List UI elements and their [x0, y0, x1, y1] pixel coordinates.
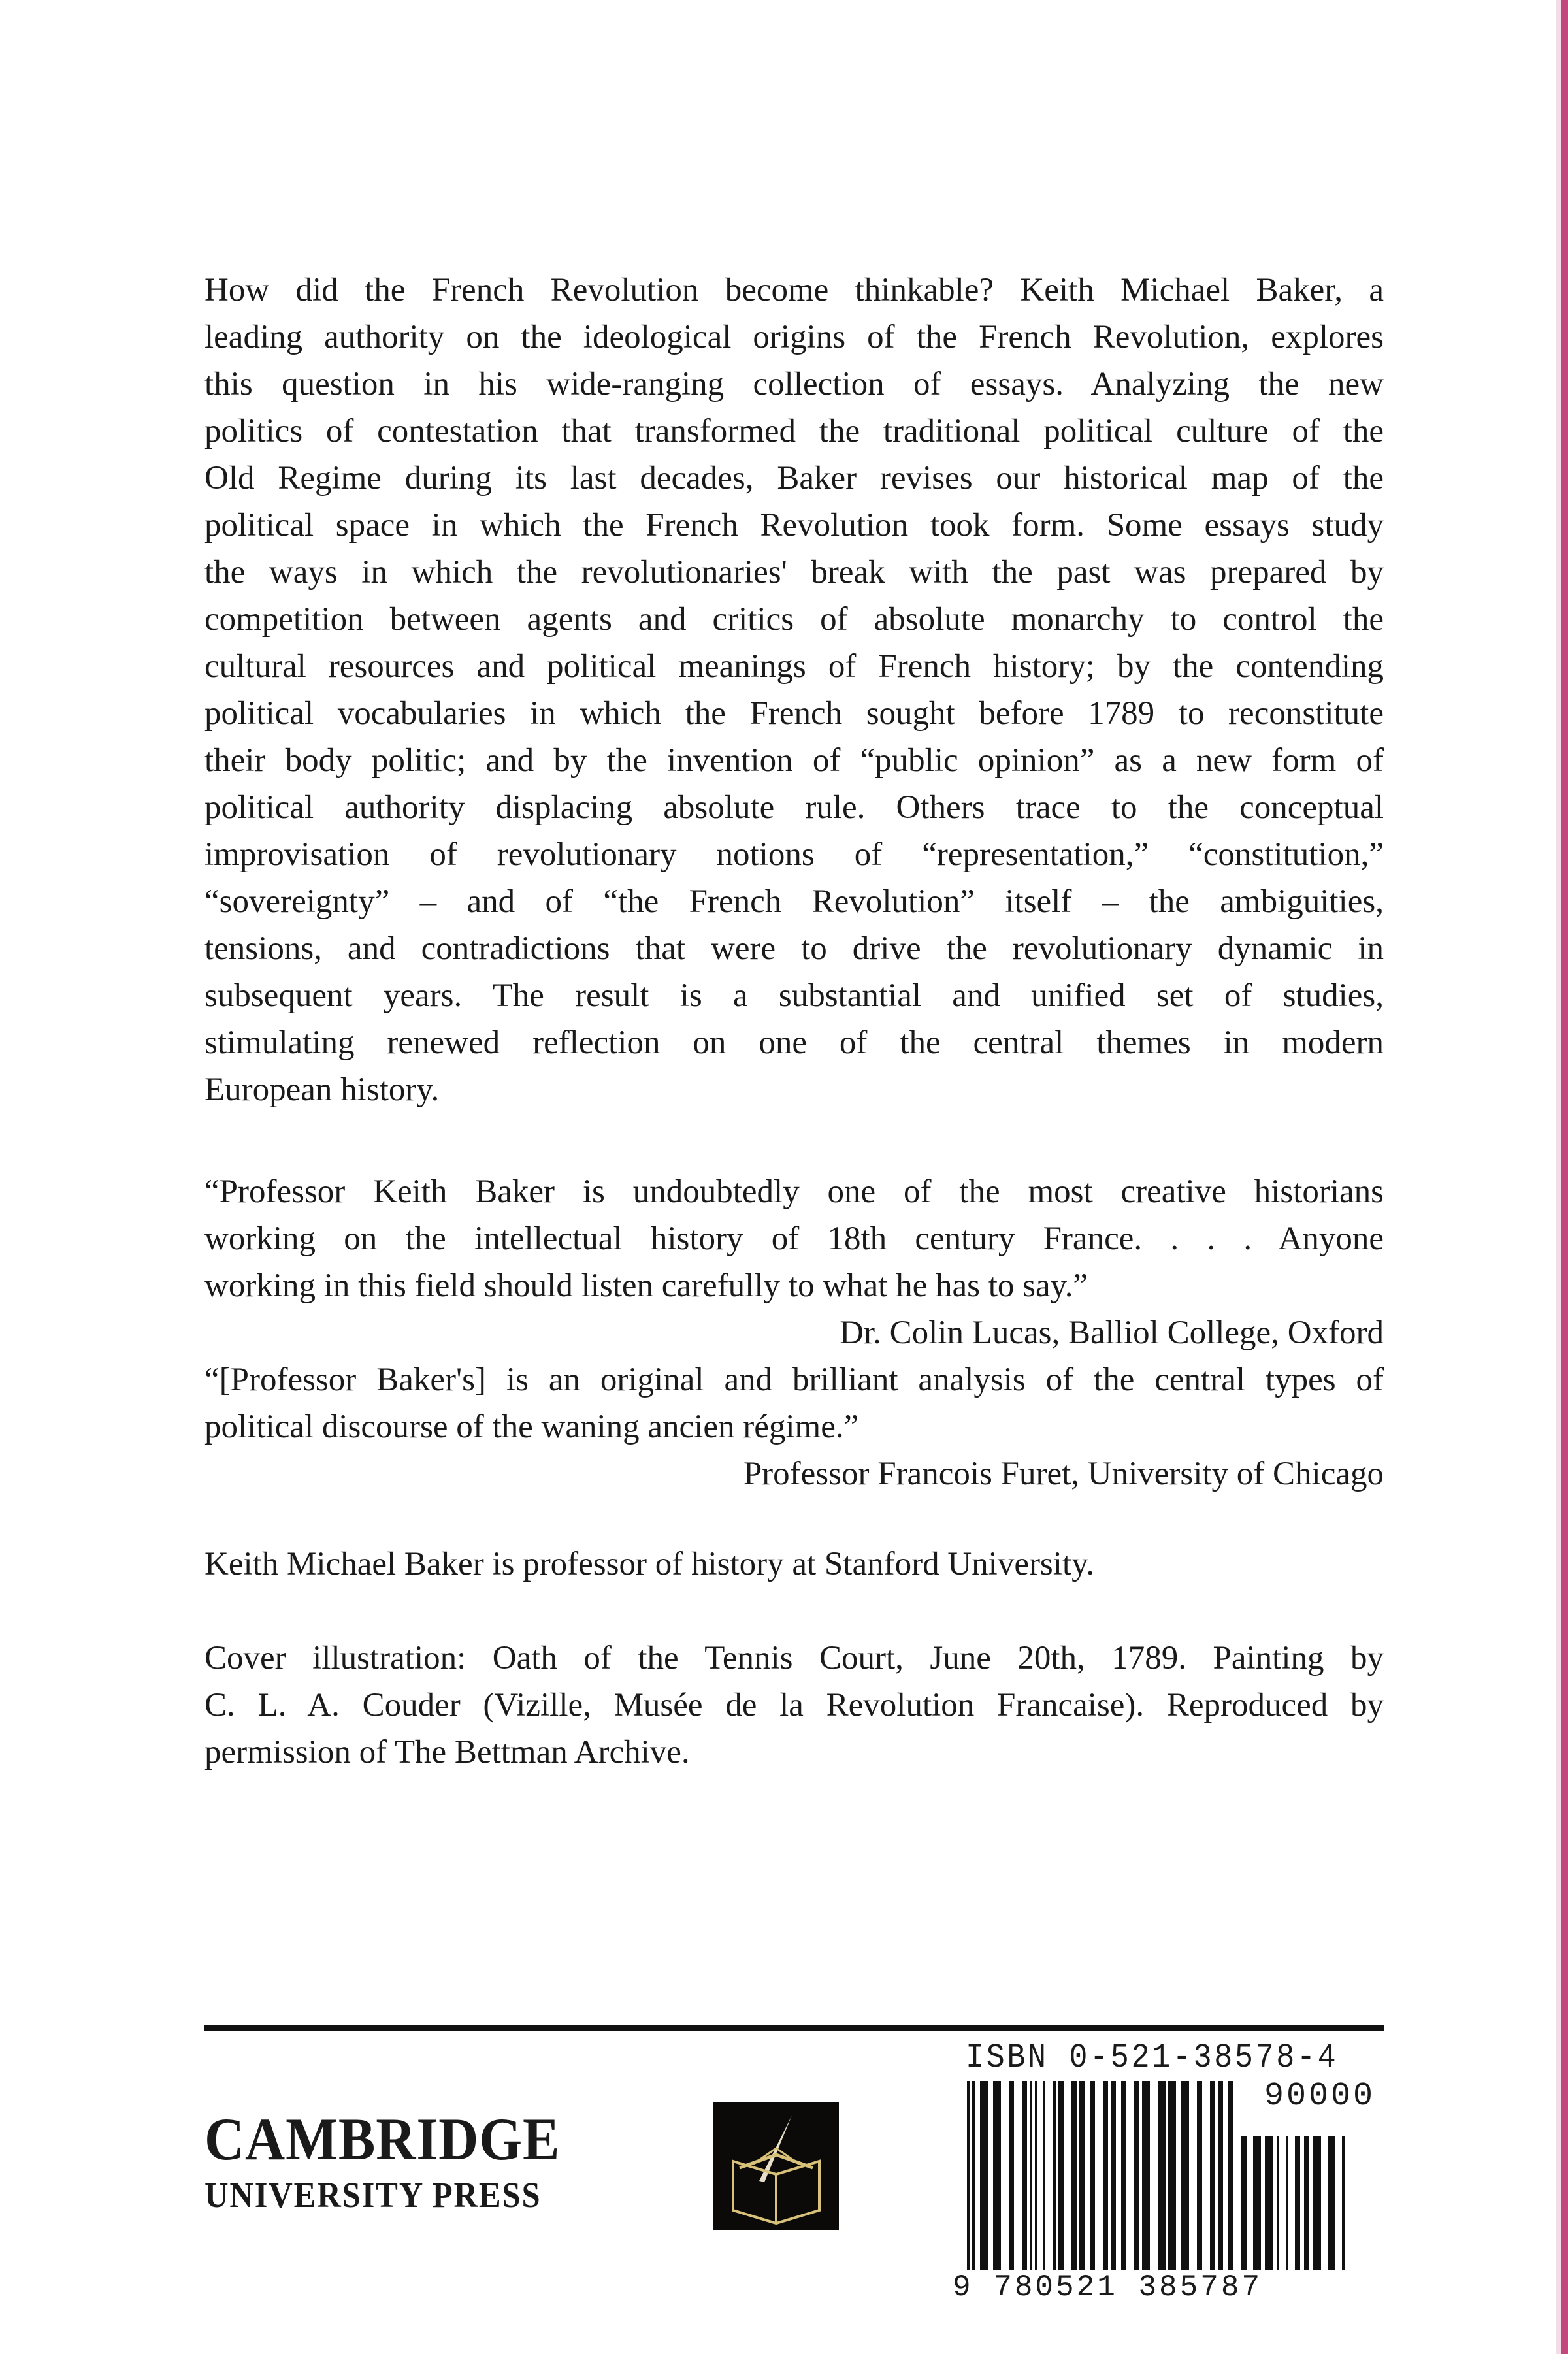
publisher-book-quill-icon	[713, 2102, 839, 2230]
quote2-line: “[Professor Baker's] is an original and brilliant analysis of the central types of	[204, 1362, 1384, 1398]
barcode-bar	[1058, 2081, 1064, 2270]
barcode-bar	[1328, 2136, 1335, 2270]
attribution-furet: Professor Francois Furet, University of Chicago	[743, 1456, 1384, 1492]
barcode-bar	[1210, 2081, 1215, 2270]
barcode-bar	[1253, 2136, 1261, 2270]
barcode-bar	[1022, 2081, 1027, 2270]
barcode-bar	[993, 2081, 1001, 2270]
barcode-bar	[972, 2081, 975, 2270]
description-line: European history.	[204, 1071, 440, 1108]
barcode-bar	[1265, 2136, 1273, 2270]
barcode-bar	[1142, 2081, 1150, 2270]
description-line: Old Regime during its last decades, Baker revises our historical map of the	[204, 460, 1384, 497]
credit-line: C. L. A. Couder (Vizille, Musée de la Revolution Francaise). Reproduced by	[204, 1687, 1384, 1724]
spine-edge	[1561, 0, 1568, 2354]
description-line: cultural resources and political meanings of French history; by the contending	[204, 648, 1384, 685]
author-bio-text: Keith Michael Baker is professor of history at Stanford University.	[204, 1546, 1095, 1582]
barcode-bar	[1134, 2081, 1139, 2270]
isbn-text: ISBN 0-521-38578-4	[966, 2038, 1339, 2077]
quote1-line: working in this field should listen carefully to what he has to say.”	[204, 1267, 1088, 1304]
description-line: “sovereignty” – and of “the French Revolution” itself – the ambiguities,	[204, 883, 1384, 920]
barcode-bar	[1009, 2081, 1014, 2270]
barcode-bar	[1121, 2081, 1126, 2270]
barcode-bar	[1218, 2081, 1223, 2270]
barcode-bar	[1181, 2081, 1189, 2270]
barcode-bar	[1103, 2081, 1108, 2270]
description-line: subsequent years. The result is a substantial and unified set of studies,	[204, 977, 1384, 1014]
spine-edge-shadow	[1556, 0, 1561, 2354]
publisher-name: CAMBRIDGE	[204, 2106, 561, 2172]
author-bio	[204, 1541, 1384, 1588]
quote2-line: political discourse of the waning ancien régime.”	[204, 1409, 859, 1445]
barcode-bar	[1342, 2136, 1345, 2270]
publisher-subname: UNIVERSITY PRESS	[204, 2175, 542, 2215]
description-line: competition between agents and critics of absolute monarchy to control the	[204, 601, 1384, 638]
barcode-bar	[1313, 2136, 1321, 2270]
description-line: their body politic; and by the invention of “public opinion” as a new form of	[204, 742, 1384, 779]
barcode-bar	[1286, 2136, 1288, 2270]
description-line: How did the French Revolution become thinkable? Keith Michael Baker, a	[204, 272, 1384, 308]
barcode-bar	[967, 2081, 970, 2270]
barcode-bar	[1090, 2081, 1095, 2270]
barcode-bar	[1030, 2081, 1032, 2270]
description-line: this question in his wide-ranging collection of essays. Analyzing the new	[204, 366, 1384, 402]
barcode-bar	[1295, 2136, 1300, 2270]
barcode-bar	[1035, 2081, 1037, 2270]
quote1-line: “Professor Keith Baker is undoubtedly one of the most creative historians	[204, 1173, 1384, 1210]
description-line: improvisation of revolutionary notions of “representation,” “constitution,”	[204, 836, 1384, 873]
description-line: leading authority on the ideological origins of the French Revolution, explores	[204, 319, 1384, 355]
description-line: the ways in which the revolutionaries' break with the past was prepared by	[204, 554, 1384, 591]
barcode-bar	[1241, 2136, 1247, 2270]
divider-rule	[204, 2025, 1384, 2031]
barcode-bar	[1304, 2136, 1309, 2270]
description-line: political vocabularies in which the French sought before 1789 to reconstitute	[204, 695, 1384, 732]
barcode-bar	[1111, 2081, 1116, 2270]
credit-line: permission of The Bettman Archive.	[204, 1734, 690, 1771]
barcode-bar	[1197, 2081, 1202, 2270]
quote1-line: working on the intellectual history of 18th century France. . . . Anyone	[204, 1220, 1384, 1257]
barcode-bar	[1228, 2081, 1233, 2270]
barcode-bar	[1071, 2081, 1077, 2270]
cover-credit	[204, 1635, 1384, 1776]
description-line: political space in which the French Revolution took form. Some essays study	[204, 507, 1384, 544]
barcode-bar	[980, 2081, 988, 2270]
description-line: stimulating renewed reflection on one of the central themes in modern	[204, 1024, 1384, 1061]
description-line: politics of contestation that transformed the traditional political culture of the	[204, 413, 1384, 450]
barcode-bar	[1168, 2081, 1176, 2270]
barcode-bar	[1158, 2081, 1166, 2270]
barcode-bar	[1043, 2081, 1045, 2270]
barcode-bar	[1079, 2081, 1085, 2270]
barcode-addon-digits: 90000	[1264, 2078, 1376, 2115]
reviews	[204, 1168, 1384, 1497]
description-line: political authority displacing absolute rule. Others trace to the conceptual	[204, 789, 1384, 826]
description-line: tensions, and contradictions that were to drive the revolutionary dynamic in	[204, 930, 1384, 967]
ean-digits: 9 780521 385787	[953, 2270, 1263, 2304]
attribution-lucas: Dr. Colin Lucas, Balliol College, Oxford	[840, 1315, 1384, 1351]
description	[204, 267, 1384, 1113]
barcode-bar	[1053, 2081, 1056, 2270]
barcode-bar	[1277, 2136, 1279, 2270]
credit-line: Cover illustration: Oath of the Tennis Court, June 20th, 1789. Painting by	[204, 1640, 1384, 1676]
